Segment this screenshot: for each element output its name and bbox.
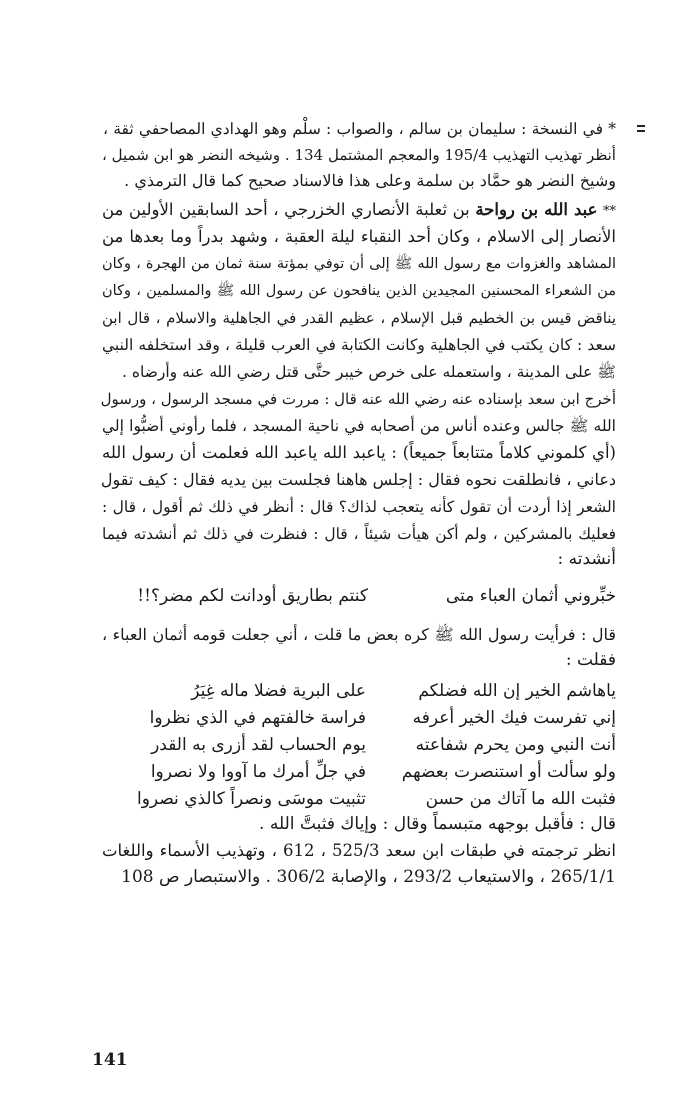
poem-right-hemistich: ولو سألت أو استنصرت بعضهم bbox=[401, 762, 616, 782]
footnote2-line: من الشعراء المحسنين المجيدين الذين ينافحون عن رسول الله ﷺ والمسلمين ، وكان bbox=[102, 283, 616, 299]
poem-left-hemistich: يوم الحساب لقد أزرى به القدر bbox=[151, 735, 366, 755]
footnote2-line: الله ﷺ جالس وعنده أناس من أصحابه في ناحية المسجد ، فلما رأوني أضبُّوا إلي bbox=[102, 417, 616, 435]
poem-left-hemistich: تثبيت موسَى ونصراً كالذي نصروا bbox=[137, 789, 366, 809]
poem-right-hemistich: ياهاشم الخير إن الله فضلكم bbox=[418, 681, 616, 701]
footnote2-line: سعد : كان يكتب في الجاهلية وكانت الكتابة في العرب قليلة ، وقد استخلفه النبي bbox=[102, 336, 616, 354]
poem-left-hemistich: فراسة خالفتهم في الذي نظروا bbox=[149, 708, 366, 728]
narration-line: فقلت : bbox=[565, 650, 616, 670]
footnote2-line: دعاني ، فانطلقت نحوه فقال : إجلس هاهنا فجلست بين يديه فقال : كيف تقول bbox=[100, 470, 616, 489]
verse-hemistich-left: كنتم بطاريق أودانت لكم مضر؟!! bbox=[137, 586, 368, 606]
person-name: عبد الله بن رواحة bbox=[475, 200, 598, 219]
footnote2-line: أخرج ابن سعد بإسناده عنه رضي الله عنه قال : مررت في مسجد الرسول ، ورسول bbox=[100, 390, 616, 408]
reference-line: 265/1/1 ، والاستيعاب 293/2 ، والإصابة 306/2 . والاستبصار ص 108 bbox=[121, 867, 616, 887]
page-number: 141 bbox=[92, 1050, 128, 1070]
footnote2-line: المشاهد والغزوات مع رسول الله ﷺ إلى أن توفي بمؤتة سنة ثمان من الهجرة ، وكان bbox=[102, 256, 616, 272]
footnote2-line: فعليك بالمشركين ، ولم أكن هيأت شيئاً ، قال : فنظرت في ذلك ثم أنشدته فيما bbox=[102, 525, 616, 543]
footnote2-line: ﷺ على المدينة ، واستعمله على خرص خيبر حتَّى قتل رضي الله عنه وأرضاه . bbox=[122, 363, 616, 381]
reference-line: انظر ترجمته في طبقات ابن سعد 525/3 ، 612 ، وتهذيب الأسماء واللغات bbox=[102, 841, 616, 860]
footnote2-line: أنشدته : bbox=[557, 549, 616, 569]
footnote2-marker: ** bbox=[603, 204, 617, 219]
footnote2-line: يناقض قيس بن الخطيم قبل الإسلام ، عظيم القدر في الجاهلية والاسلام ، قال ابن bbox=[102, 309, 616, 327]
footnote2-line: الأنصار إلى الاسلام ، وكان أحد النقباء ليلة العقبة ، وشهد بدراً وما بعدها من bbox=[102, 227, 616, 246]
poem-left-hemistich: على البرية فضلا ماله غِيَرُ bbox=[191, 681, 366, 701]
closing-line: قال : فأقبل بوجهه متبسماً وقال : وإياك فثبتَّ الله . bbox=[259, 814, 616, 834]
footnote2-line-1-rest: بن ثعلبة الأنصاري الخزرجي ، أحد السابقين الأولين من bbox=[102, 200, 470, 219]
narration-line: قال : فرأيت رسول الله ﷺ كره بعض ما قلت ، أني جعلت قومه أثمان العباء ، bbox=[102, 625, 616, 644]
footnote2-line: (أي كلموني كلاماً متتابعاً جميعاً) : ياعبد الله ياعبد الله فعلمت أن رسول الله bbox=[102, 443, 616, 462]
verse-hemistich-right: خبِّروني أثمان العباء متى bbox=[445, 586, 616, 606]
footnote2-line: الشعر إذا أردت أن تقول كأنه يتعجب لذاك؟ قال : أنظر في ذلك ثم أقول ، قال : bbox=[102, 498, 616, 516]
poem-right-hemistich: إني تفرست فيك الخير أعرفه bbox=[412, 708, 616, 728]
margin-marker bbox=[637, 125, 645, 132]
footnote1-line-2: أنظر تهذيب التهذيب 195/4 والمعجم المشتمل 134 . وشيخه النضر هو ابن شميل ، bbox=[102, 146, 616, 164]
poem-right-hemistich: أنت النبي ومن يحرم شفاعته bbox=[415, 735, 616, 755]
poem-left-hemistich: في جلِّ أمرك ما آووا ولا نصروا bbox=[150, 762, 366, 782]
poem-right-hemistich: فثبت الله ما آتاك من حسن bbox=[425, 789, 616, 809]
footnote1-line-1: * في النسخة : سليمان بن سالم ، والصواب : سلْم وهو الهدادي المصاحفي ثقة ، bbox=[103, 120, 616, 138]
footnote2-line-1 bbox=[102, 199, 616, 221]
footnote1-line-3: وشيخ النضر هو حمَّاد بن سلمة وعلى هذا فالاسناد صحيح كما قال الترمذي . bbox=[124, 171, 616, 190]
